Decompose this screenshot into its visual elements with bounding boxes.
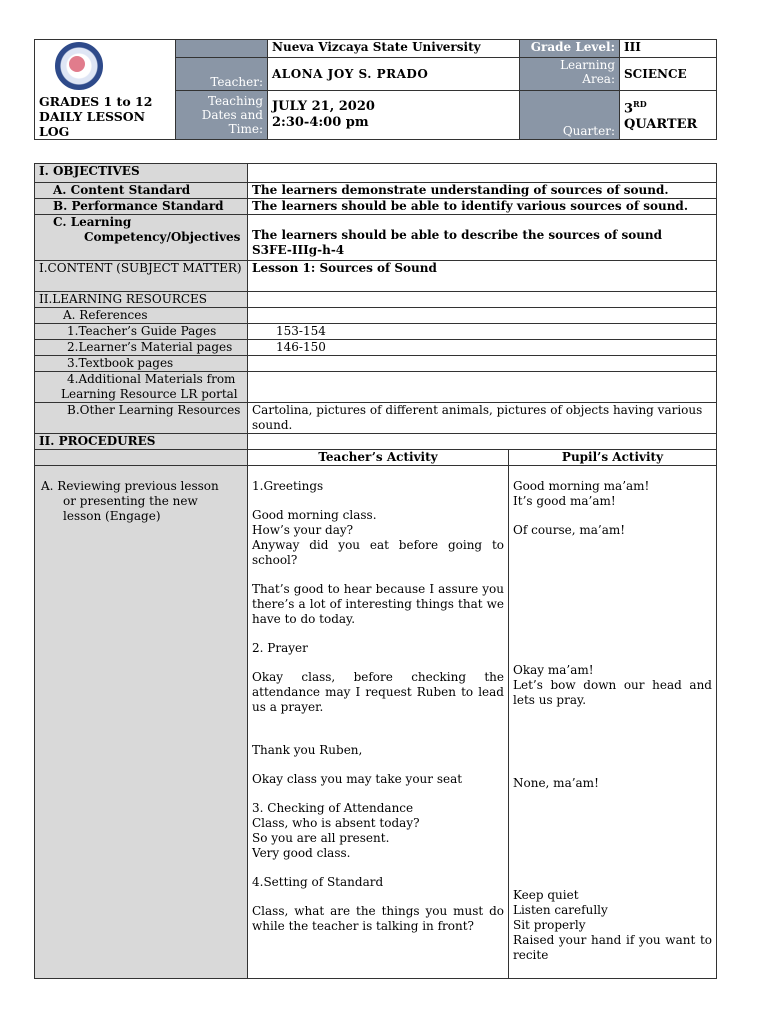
textbook-label: 3.Textbook pages: [35, 356, 248, 372]
quarter-suffix: RD: [633, 99, 647, 110]
quarter-value: [620, 90, 717, 139]
competency: [248, 215, 717, 261]
teachers-guide-value: 153-154: [248, 324, 717, 340]
competency-text: The learners should be able to describe the sources of sound: [252, 228, 663, 242]
step-a-cell: [35, 466, 248, 979]
log-title: GRADES 1 to 12 DAILY LESSON LOG: [39, 94, 153, 139]
content-label: I.CONTENT (SUBJECT MATTER): [35, 261, 248, 292]
teachers-guide-label: 1.Teacher’s Guide Pages: [35, 324, 248, 340]
other-resources-value: Cartolina, pictures of different animals, pictures of objects having various sound.: [248, 403, 717, 434]
other-resources-label: B.Other Learning Resources: [35, 403, 248, 434]
teacher-activity-header: Teacher’s Activity: [248, 450, 509, 466]
teaching-time: 2:30-4:00 pm: [272, 114, 369, 130]
teaching-datetime: [268, 90, 520, 139]
learning-area-label: Learning Area:: [520, 57, 620, 90]
log-title-cell: [35, 40, 176, 140]
teacher-name: ALONA JOY S. PRADO: [268, 57, 520, 90]
content-value: Lesson 1: Sources of Sound: [248, 261, 717, 292]
lesson-plan-table: [34, 163, 717, 979]
dates-label: Teaching Dates and Time:: [176, 90, 268, 139]
school-name: Nueva Vizcaya State University: [268, 40, 520, 58]
additional-materials-label: 4.Additional Materials from Learning Resource LR portal: [35, 372, 248, 403]
learners-material-label: 2.Learner’s Material pages: [35, 340, 248, 356]
resources-heading: II.LEARNING RESOURCES: [35, 292, 248, 308]
teacher-activity-cell: 1.Greetings Good morning class. How’s your day? Anyway did you eat before going to school? That’s good to hear because I assure you there’s a lot of interesting things that we have to do today. 2. Prayer Okay class, before checking the attendance may I request Ruben to lead us a prayer. Thank you Ruben, Okay class you may take your seat 3. Checking of Attendance Class, who is absent today? So you are all present. Very good class. 4.Setting of Standard Class, what are the things you must do while the teacher is talking in front?: [248, 466, 509, 979]
learning-area-value: SCIENCE: [620, 57, 717, 90]
pupil-activity-cell: Good morning ma’am! It’s good ma’am! Of course, ma’am! Okay ma’am! Let’s bow down our head and lets us pray. None, ma’am! Keep quiet Listen carefully Sit properly Raised your hand if you want to recite: [509, 466, 717, 979]
header-table: [34, 39, 717, 140]
competency-label: C. Learning Competency/Objectives: [35, 215, 248, 261]
competency-code: S3FE-IIIg-h-4: [252, 243, 345, 257]
references-label: A. References: [35, 308, 248, 324]
quarter-number: 3: [624, 101, 634, 117]
pupil-activity-header: Pupil’s Activity: [509, 450, 717, 466]
teaching-date: JULY 21, 2020: [272, 98, 375, 114]
teacher-label: Teacher:: [176, 57, 268, 90]
procedures-heading: II. PROCEDURES: [35, 434, 248, 450]
step-a-label: A. Reviewing previous lesson or presenting the new lesson (Engage): [41, 479, 219, 523]
deped-seal-icon: [55, 42, 103, 90]
learners-material-value: 146-150: [248, 340, 717, 356]
grade-level-value: III: [620, 40, 717, 58]
quarter-label: Quarter:: [520, 90, 620, 139]
performance-standard-label: B. Performance Standard: [35, 199, 248, 215]
objectives-heading: I. OBJECTIVES: [35, 164, 248, 183]
content-standard-label: A. Content Standard: [35, 183, 248, 199]
content-standard: The learners demonstrate understanding of sources of sound.: [248, 183, 717, 199]
performance-standard: The learners should be able to identify various sources of sound.: [248, 199, 717, 215]
quarter-word: QUARTER: [624, 117, 698, 133]
grade-level-label: Grade Level:: [520, 40, 620, 58]
